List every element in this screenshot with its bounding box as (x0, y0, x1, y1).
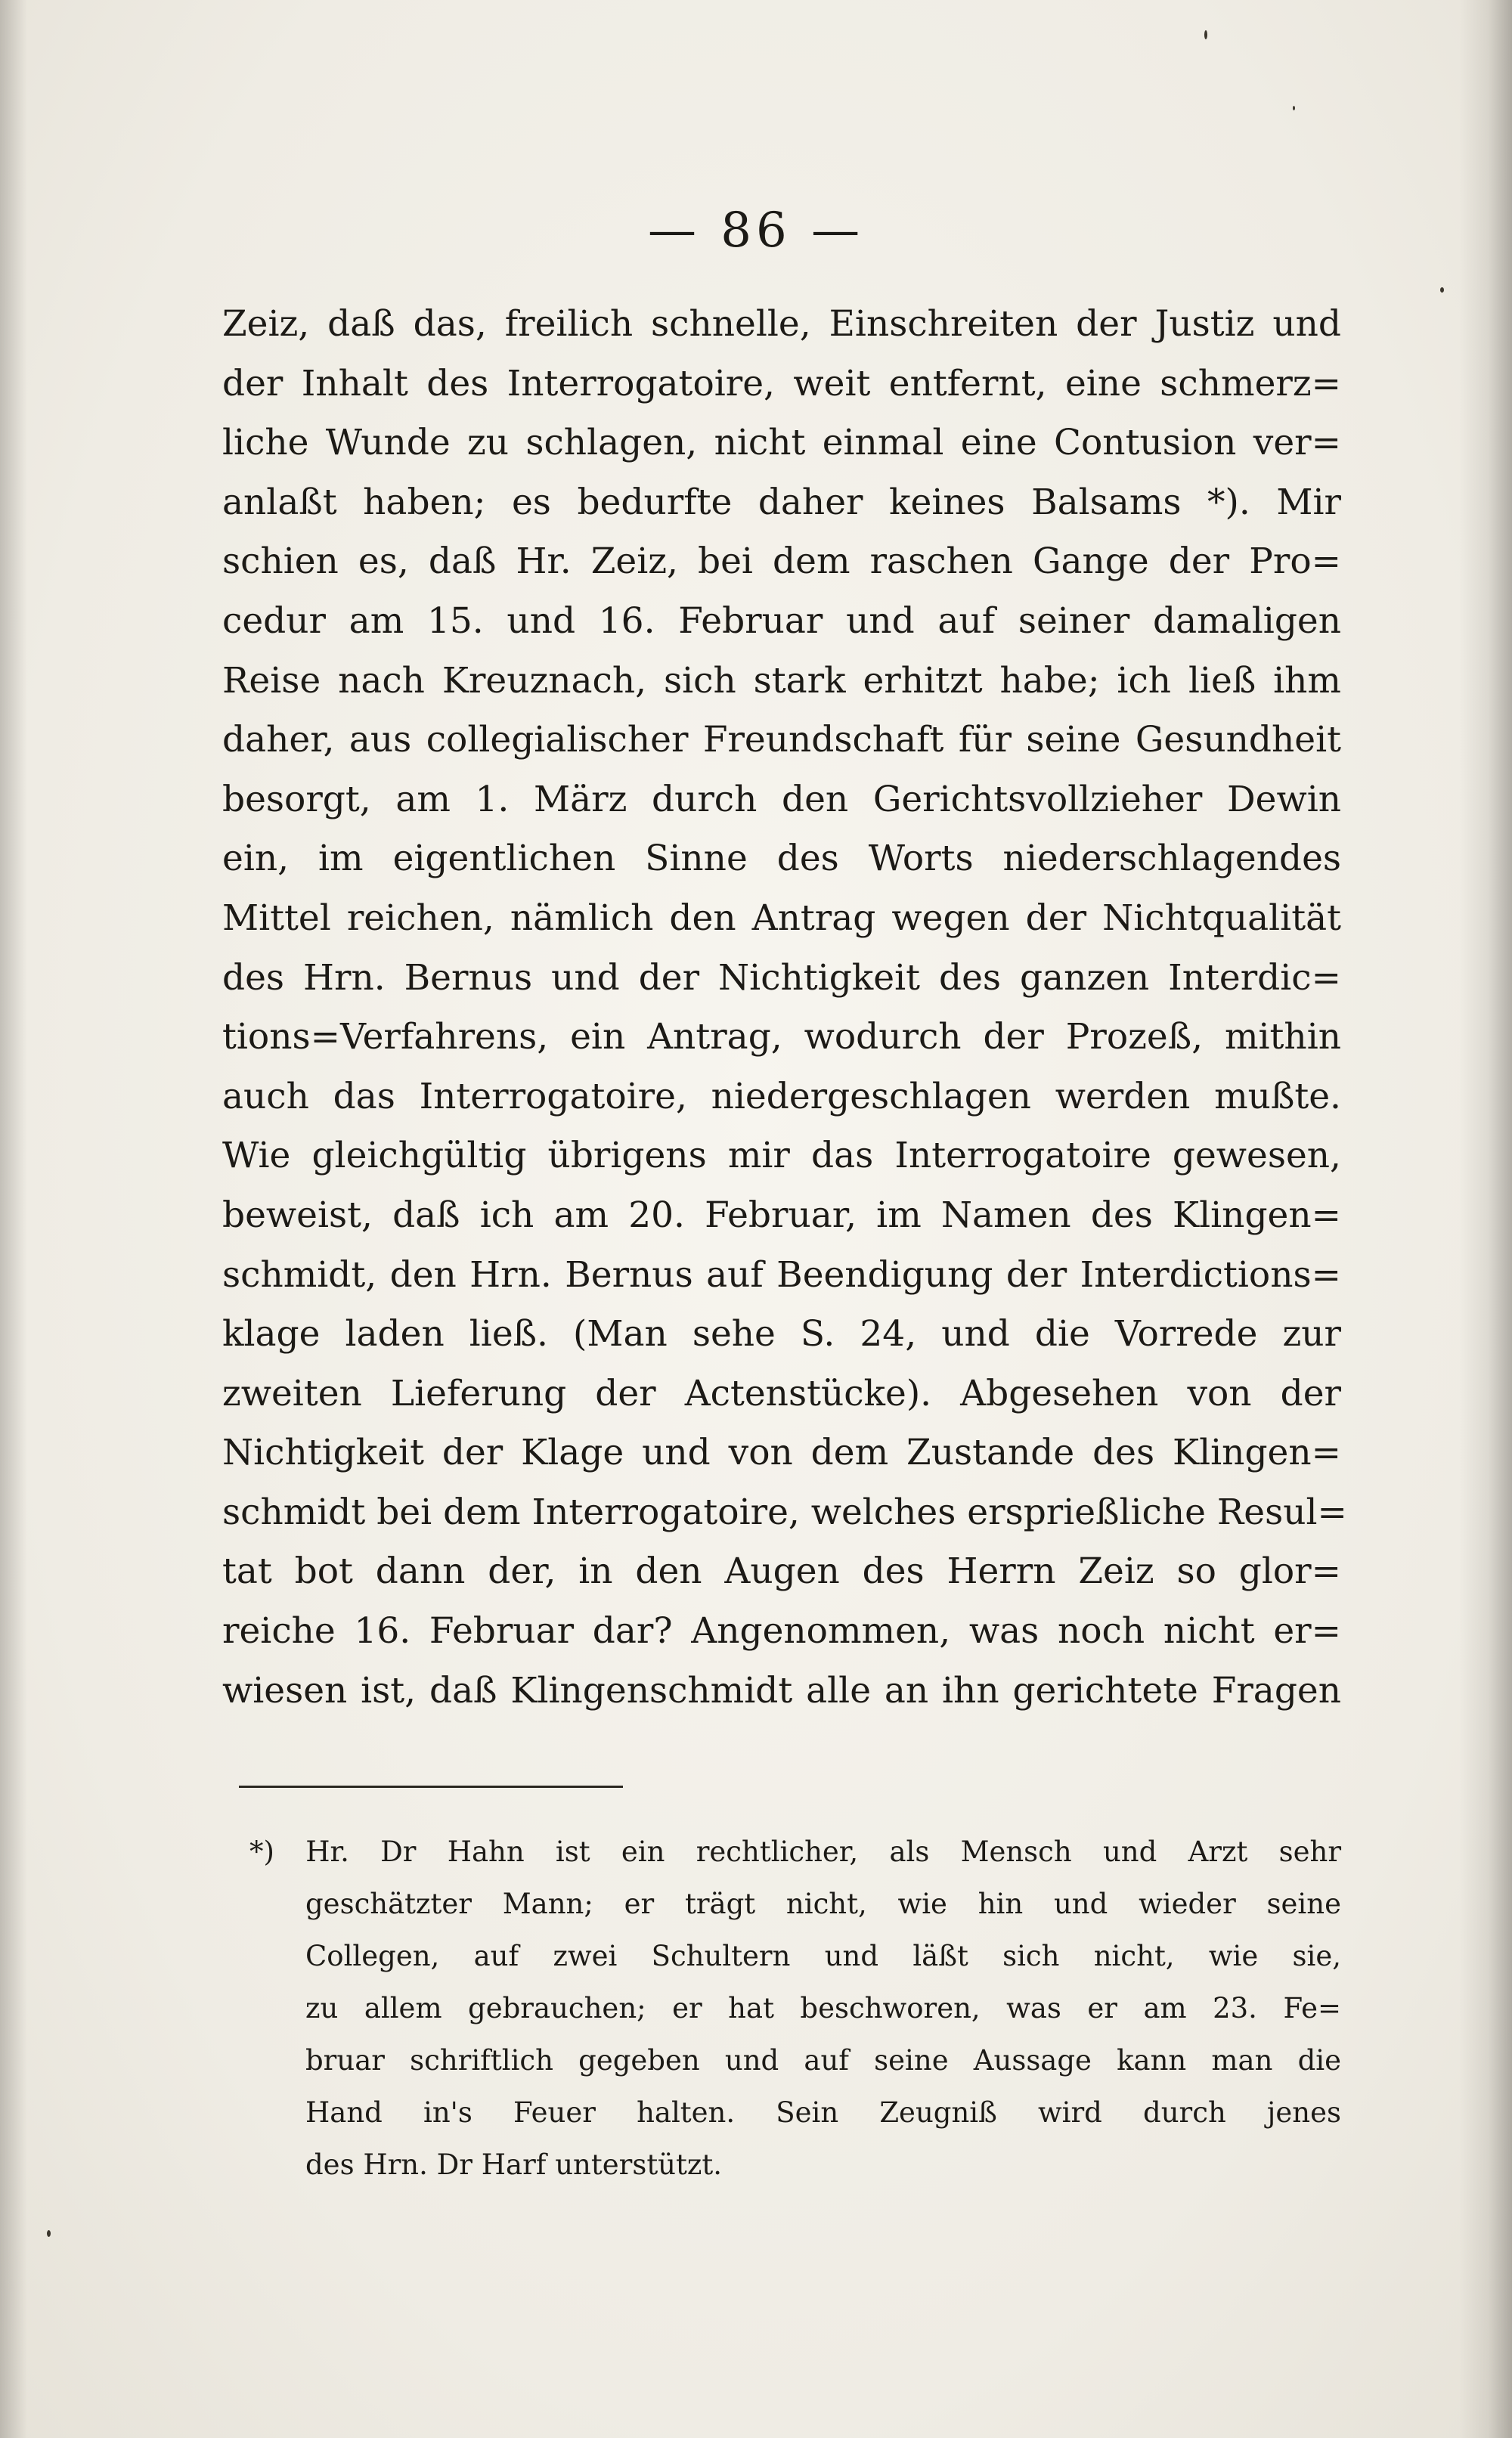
text-line: Nichtigkeit der Klage und von dem Zustande des Klingen= (222, 1432, 1341, 1474)
text-line: wiesen ist, daß Klingenschmidt alle an ihn gerichtete Fragen (222, 1669, 1341, 1712)
footnote-line: bruar schriftlich gegeben und auf seine Aussage kann man die (305, 2044, 1341, 2077)
binding-shadow (1459, 0, 1512, 2438)
main-text-block (222, 295, 1347, 1721)
paper-speck (47, 2230, 51, 2237)
text-line: klage laden ließ. (Man sehe S. 24, und die Vorrede zur (222, 1313, 1341, 1355)
paper-speck (1204, 30, 1207, 39)
text-line: auch das Interrogatoire, niedergeschlagen werden mußte. (222, 1075, 1341, 1117)
footnote-separator-rule (239, 1786, 623, 1788)
text-line: der Inhalt des Interrogatoire, weit entfernt, eine schmerz= (222, 362, 1341, 404)
text-line: liche Wunde zu schlagen, nicht einmal eine Contusion ver= (222, 422, 1341, 464)
text-line: ein, im eigentlichen Sinne des Worts niederschlagendes (222, 838, 1341, 880)
page-left-edge-shadow (0, 0, 27, 2438)
footnote-block (249, 1826, 1341, 2191)
footnote-line: geschätzter Mann; er trägt nicht, wie hin und wieder seine (305, 1888, 1341, 1920)
text-line: des Hrn. Bernus und der Nichtigkeit des ganzen Interdic= (222, 956, 1341, 999)
footnote-line: *) Hr. Dr Hahn ist ein rechtlicher, als Mensch und Arzt sehr (249, 1835, 1341, 1868)
paper-speck (1293, 106, 1295, 110)
text-line: schmidt, den Hrn. Bernus auf Beendigung der Interdictions= (222, 1253, 1341, 1296)
text-line: zweiten Lieferung der Actenstücke). Abgesehen von der (222, 1372, 1341, 1414)
text-line: Zeiz, daß das, freilich schnelle, Einschreiten der Justiz und (222, 303, 1341, 345)
text-line: schmidt bei dem Interrogatoire, welches ersprießliche Resul= (222, 1491, 1347, 1533)
text-line: Mittel reichen, nämlich den Antrag wegen der Nichtqualität (222, 897, 1341, 939)
page-number: — 86 — (647, 203, 865, 259)
text-line: cedur am 15. und 16. Februar und auf seiner damaligen (222, 599, 1341, 642)
footnote-line: des Hrn. Dr Harf unterstützt. (305, 2148, 723, 2181)
text-line: daher, aus collegialischer Freundschaft für seine Gesundheit (222, 719, 1341, 761)
text-line: tions=Verfahrens, ein Antrag, wodurch der Prozeß, mithin (222, 1016, 1341, 1058)
footnote-line: Hand in's Feuer halten. Sein Zeugniß wird durch jenes (305, 2096, 1341, 2129)
text-line: besorgt, am 1. März durch den Gerichtsvollzieher Dewin (222, 778, 1341, 820)
text-line: Wie gleichgültig übrigens mir das Interrogatoire gewesen, (222, 1135, 1341, 1177)
text-line: tat bot dann der, in den Augen des Herrn Zeiz so glor= (222, 1550, 1341, 1593)
text-line: Reise nach Kreuznach, sich stark erhitzt habe; ich ließ ihm (222, 659, 1341, 702)
text-line: schien es, daß Hr. Zeiz, bei dem raschen Gange der Pro= (222, 541, 1341, 583)
paper-speck (1440, 287, 1444, 293)
text-line: anlaßt haben; es bedurfte daher keines Balsams *). Mir (222, 481, 1341, 523)
footnote-line: Collegen, auf zwei Schultern und läßt sich nicht, wie sie, (305, 1940, 1341, 1972)
text-line: reiche 16. Februar dar? Angenommen, was noch nicht er= (222, 1610, 1341, 1653)
footnote-line: zu allem gebrauchen; er hat beschworen, was er am 23. Fe= (305, 1992, 1341, 2024)
text-line: beweist, daß ich am 20. Februar, im Namen des Klingen= (222, 1194, 1341, 1236)
